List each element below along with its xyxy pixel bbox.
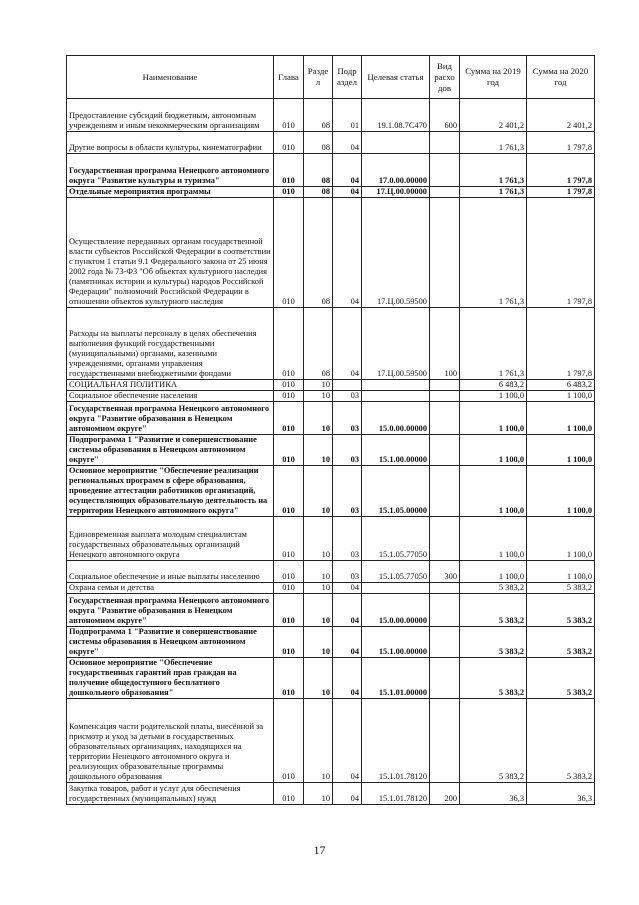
cell-razdel: 10: [304, 380, 333, 391]
cell-vid: 300: [430, 561, 460, 583]
header-sum-2020: Сумма на 2020 год: [527, 56, 595, 99]
cell-sum-2020: 1 797,8: [527, 198, 595, 308]
table-row: [67, 783, 595, 805]
cell-target: [362, 132, 430, 154]
cell-glava: 010: [274, 187, 304, 198]
table-row: [67, 154, 595, 187]
table-row: [67, 132, 595, 154]
cell-vid: [430, 466, 460, 517]
cell-name: Закупка товаров, работ и услуг для обеспечения государственных (муниципальных) нужд: [67, 783, 274, 805]
header-target: Целевая статья: [362, 56, 430, 99]
cell-podrazdel: 04: [333, 132, 362, 154]
cell-glava: 010: [274, 402, 304, 435]
cell-target: 17.Ц.00.00000: [362, 187, 430, 198]
cell-podrazdel: 03: [333, 391, 362, 402]
cell-razdel: 10: [304, 435, 333, 466]
table-row: [67, 466, 595, 517]
cell-name: СОЦИАЛЬНАЯ ПОЛИТИКА: [67, 380, 274, 391]
cell-target: 15.0.00.00000: [362, 594, 430, 627]
cell-podrazdel: 03: [333, 466, 362, 517]
cell-name: Единовременная выплата молодым специалистам государственных образовательных организаций Ненецкого автономного округа: [67, 517, 274, 561]
table-row: [67, 627, 595, 658]
cell-vid: [430, 627, 460, 658]
cell-name: Осуществление переданных органам государственной власти субъектов Российской Федерации в соответствии с пунктом 1 статьи 9.1 Федерального закона от 25 июня 2002 года № 73-ФЗ "Об объектах культурного наследия (памятниках истории и культуры) народов Российской Федерации" полномочий Российской Федерации в отношении объектов культурного наследия: [67, 198, 274, 308]
table-row: [67, 402, 595, 435]
cell-sum-2019: 36,3: [460, 783, 527, 805]
table-row: [67, 308, 595, 380]
cell-razdel: 08: [304, 154, 333, 187]
cell-sum-2020: 1 797,8: [527, 154, 595, 187]
cell-glava: 010: [274, 308, 304, 380]
cell-podrazdel: 04: [333, 627, 362, 658]
cell-podrazdel: 04: [333, 154, 362, 187]
cell-target: [362, 380, 430, 391]
cell-target: 15.1.01.00000: [362, 658, 430, 699]
cell-razdel: 08: [304, 99, 333, 132]
cell-podrazdel: 04: [333, 187, 362, 198]
table-row: [67, 561, 595, 583]
header-vid: Вид расхо дов: [430, 56, 460, 99]
cell-podrazdel: 03: [333, 561, 362, 583]
cell-name: Подпрограмма 1 "Развитие и совершенствование системы образования в Ненецком автономном округе": [67, 435, 274, 466]
cell-name: Компенсация части родительской платы, внесённой за присмотр и уход за детьми в государственных образовательных организациях, находящихся на территории Ненецкого автономного округа и реализующих образовательные программы дошкольного образования: [67, 699, 274, 783]
cell-glava: 010: [274, 154, 304, 187]
budget-table: [66, 55, 595, 805]
cell-name: Социальное обеспечение населения: [67, 391, 274, 402]
cell-glava: 010: [274, 99, 304, 132]
table-header-row: [67, 56, 595, 99]
cell-sum-2019: 1 761,3: [460, 187, 527, 198]
cell-podrazdel: 04: [333, 658, 362, 699]
cell-podrazdel: 04: [333, 583, 362, 594]
cell-sum-2019: 1 100,0: [460, 466, 527, 517]
cell-razdel: 08: [304, 132, 333, 154]
cell-sum-2019: 5 383,2: [460, 594, 527, 627]
cell-vid: [430, 198, 460, 308]
cell-sum-2019: 1 761,3: [460, 308, 527, 380]
cell-razdel: 10: [304, 699, 333, 783]
cell-target: 17.0.00.00000: [362, 154, 430, 187]
cell-sum-2019: 1 100,0: [460, 435, 527, 466]
page-number: 17: [313, 843, 326, 857]
cell-name: Другие вопросы в области культуры, кинематографии: [67, 132, 274, 154]
cell-sum-2019: 1 100,0: [460, 402, 527, 435]
cell-sum-2020: 1 797,8: [527, 132, 595, 154]
cell-sum-2019: 5 383,2: [460, 583, 527, 594]
table-row: [67, 198, 595, 308]
cell-target: 15.0.00.00000: [362, 402, 430, 435]
table-row: [67, 187, 595, 198]
cell-podrazdel: 04: [333, 308, 362, 380]
cell-razdel: 08: [304, 187, 333, 198]
cell-sum-2020: 2 401,2: [527, 99, 595, 132]
cell-razdel: 10: [304, 594, 333, 627]
cell-name: Предоставление субсидий бюджетным, автономным учреждениям и иным некоммерческим организациям: [67, 99, 274, 132]
cell-razdel: 10: [304, 783, 333, 805]
cell-sum-2019: 1 100,0: [460, 517, 527, 561]
cell-sum-2020: 1 797,8: [527, 187, 595, 198]
cell-podrazdel: 04: [333, 699, 362, 783]
table-row: [67, 658, 595, 699]
cell-vid: 100: [430, 308, 460, 380]
cell-vid: [430, 402, 460, 435]
cell-glava: 010: [274, 435, 304, 466]
cell-target: 15.1.05.00000: [362, 466, 430, 517]
cell-sum-2020: 1 100,0: [527, 466, 595, 517]
table-row: [67, 380, 595, 391]
cell-razdel: 10: [304, 391, 333, 402]
cell-sum-2019: 1 761,3: [460, 198, 527, 308]
cell-sum-2020: 1 100,0: [527, 435, 595, 466]
cell-glava: 010: [274, 783, 304, 805]
cell-name: Государственная программа Ненецкого автономного округа "Развитие образования в Ненецком автономном округе": [67, 594, 274, 627]
cell-razdel: 10: [304, 402, 333, 435]
cell-glava: 010: [274, 391, 304, 402]
cell-target: 15.1.01.78120: [362, 783, 430, 805]
cell-sum-2020: 5 383,2: [527, 583, 595, 594]
cell-target: 15.1.01.78120: [362, 699, 430, 783]
table-row: [67, 583, 595, 594]
cell-razdel: 10: [304, 627, 333, 658]
table-row: [67, 594, 595, 627]
cell-vid: 200: [430, 783, 460, 805]
cell-vid: [430, 435, 460, 466]
cell-sum-2019: 1 761,3: [460, 132, 527, 154]
cell-podrazdel: 04: [333, 198, 362, 308]
cell-vid: [430, 154, 460, 187]
cell-vid: [430, 517, 460, 561]
table-row: [67, 517, 595, 561]
table-row: [67, 435, 595, 466]
cell-sum-2019: 6 483,2: [460, 380, 527, 391]
cell-sum-2020: 1 100,0: [527, 391, 595, 402]
cell-target: 15.1.00.00000: [362, 435, 430, 466]
cell-vid: [430, 594, 460, 627]
cell-sum-2020: 5 383,2: [527, 594, 595, 627]
cell-glava: 010: [274, 132, 304, 154]
cell-sum-2020: 1 797,8: [527, 308, 595, 380]
cell-target: 17.Ц.00.59500: [362, 198, 430, 308]
cell-target: 15.1.00.00000: [362, 627, 430, 658]
cell-sum-2020: 5 383,2: [527, 699, 595, 783]
cell-sum-2019: 5 383,2: [460, 699, 527, 783]
cell-vid: [430, 699, 460, 783]
cell-name: Основное мероприятие "Обеспечение реализации региональных программ в сфере образования, проведение аттестации работников организаций, осуществляющих образовательную деятельность на территории Ненецкого автономного округа": [67, 466, 274, 517]
cell-name: Отдельные мероприятия программы: [67, 187, 274, 198]
cell-razdel: 10: [304, 466, 333, 517]
cell-razdel: 10: [304, 517, 333, 561]
cell-vid: [430, 583, 460, 594]
header-razdel: Разде л: [304, 56, 333, 99]
cell-name: Государственная программа Ненецкого автономного округа "Развитие культуры и туризма": [67, 154, 274, 187]
cell-glava: 010: [274, 583, 304, 594]
table-row: [67, 391, 595, 402]
cell-razdel: 10: [304, 583, 333, 594]
cell-sum-2020: 1 100,0: [527, 402, 595, 435]
cell-vid: [430, 187, 460, 198]
cell-sum-2019: 1 100,0: [460, 561, 527, 583]
header-glava: Глава: [274, 56, 304, 99]
cell-razdel: 08: [304, 308, 333, 380]
cell-glava: 010: [274, 466, 304, 517]
cell-glava: 010: [274, 198, 304, 308]
cell-sum-2019: 5 383,2: [460, 658, 527, 699]
cell-podrazdel: 03: [333, 435, 362, 466]
table-row: [67, 699, 595, 783]
cell-sum-2019: 5 383,2: [460, 627, 527, 658]
cell-target: 19.1.08.7С470: [362, 99, 430, 132]
cell-podrazdel: 04: [333, 783, 362, 805]
table-row: [67, 99, 595, 132]
header-podrazdel: Подр аздел: [333, 56, 362, 99]
cell-podrazdel: 01: [333, 99, 362, 132]
cell-glava: 010: [274, 561, 304, 583]
cell-target: [362, 391, 430, 402]
cell-sum-2019: 1 100,0: [460, 391, 527, 402]
header-name: Наименование: [67, 56, 274, 99]
cell-sum-2020: 5 383,2: [527, 658, 595, 699]
cell-target: 15.1.05.77050: [362, 517, 430, 561]
cell-vid: [430, 380, 460, 391]
cell-sum-2020: 6 483,2: [527, 380, 595, 391]
cell-podrazdel: 03: [333, 402, 362, 435]
cell-name: Государственная программа Ненецкого автономного округа "Развитие образования в Ненецком автономном округе": [67, 402, 274, 435]
cell-podrazdel: [333, 380, 362, 391]
header-sum-2019: Сумма на 2019 год: [460, 56, 527, 99]
cell-glava: 010: [274, 699, 304, 783]
cell-vid: 600: [430, 99, 460, 132]
cell-glava: 010: [274, 627, 304, 658]
cell-name: Расходы на выплаты персоналу в целях обеспечения выполнения функций государственными (муниципальными) органами, казенными учреждениями, органами управления государственными внебюджетными фондами: [67, 308, 274, 380]
cell-vid: [430, 132, 460, 154]
cell-name: Основное мероприятие "Обеспечение государственных гарантий прав граждан на получение общедоступного бесплатного дошкольного образования": [67, 658, 274, 699]
cell-sum-2019: 1 761,3: [460, 154, 527, 187]
cell-razdel: 10: [304, 561, 333, 583]
cell-target: 15.1.05.77050: [362, 561, 430, 583]
cell-glava: 010: [274, 658, 304, 699]
cell-vid: [430, 391, 460, 402]
cell-sum-2020: 1 100,0: [527, 561, 595, 583]
cell-glava: 010: [274, 594, 304, 627]
cell-vid: [430, 658, 460, 699]
cell-razdel: 08: [304, 198, 333, 308]
cell-sum-2019: 2 401,2: [460, 99, 527, 132]
cell-glava: 010: [274, 380, 304, 391]
cell-name: Охрана семьи и детства: [67, 583, 274, 594]
cell-name: Социальное обеспечение и иные выплаты населению: [67, 561, 274, 583]
cell-sum-2020: 5 383,2: [527, 627, 595, 658]
cell-razdel: 10: [304, 658, 333, 699]
cell-glava: 010: [274, 517, 304, 561]
cell-sum-2020: 36,3: [527, 783, 595, 805]
cell-sum-2020: 1 100,0: [527, 517, 595, 561]
cell-target: [362, 583, 430, 594]
cell-target: 17.Ц.00.59500: [362, 308, 430, 380]
cell-podrazdel: 03: [333, 517, 362, 561]
cell-podrazdel: 04: [333, 594, 362, 627]
cell-name: Подпрограмма 1 "Развитие и совершенствование системы образования в Ненецком автономном округе": [67, 627, 274, 658]
